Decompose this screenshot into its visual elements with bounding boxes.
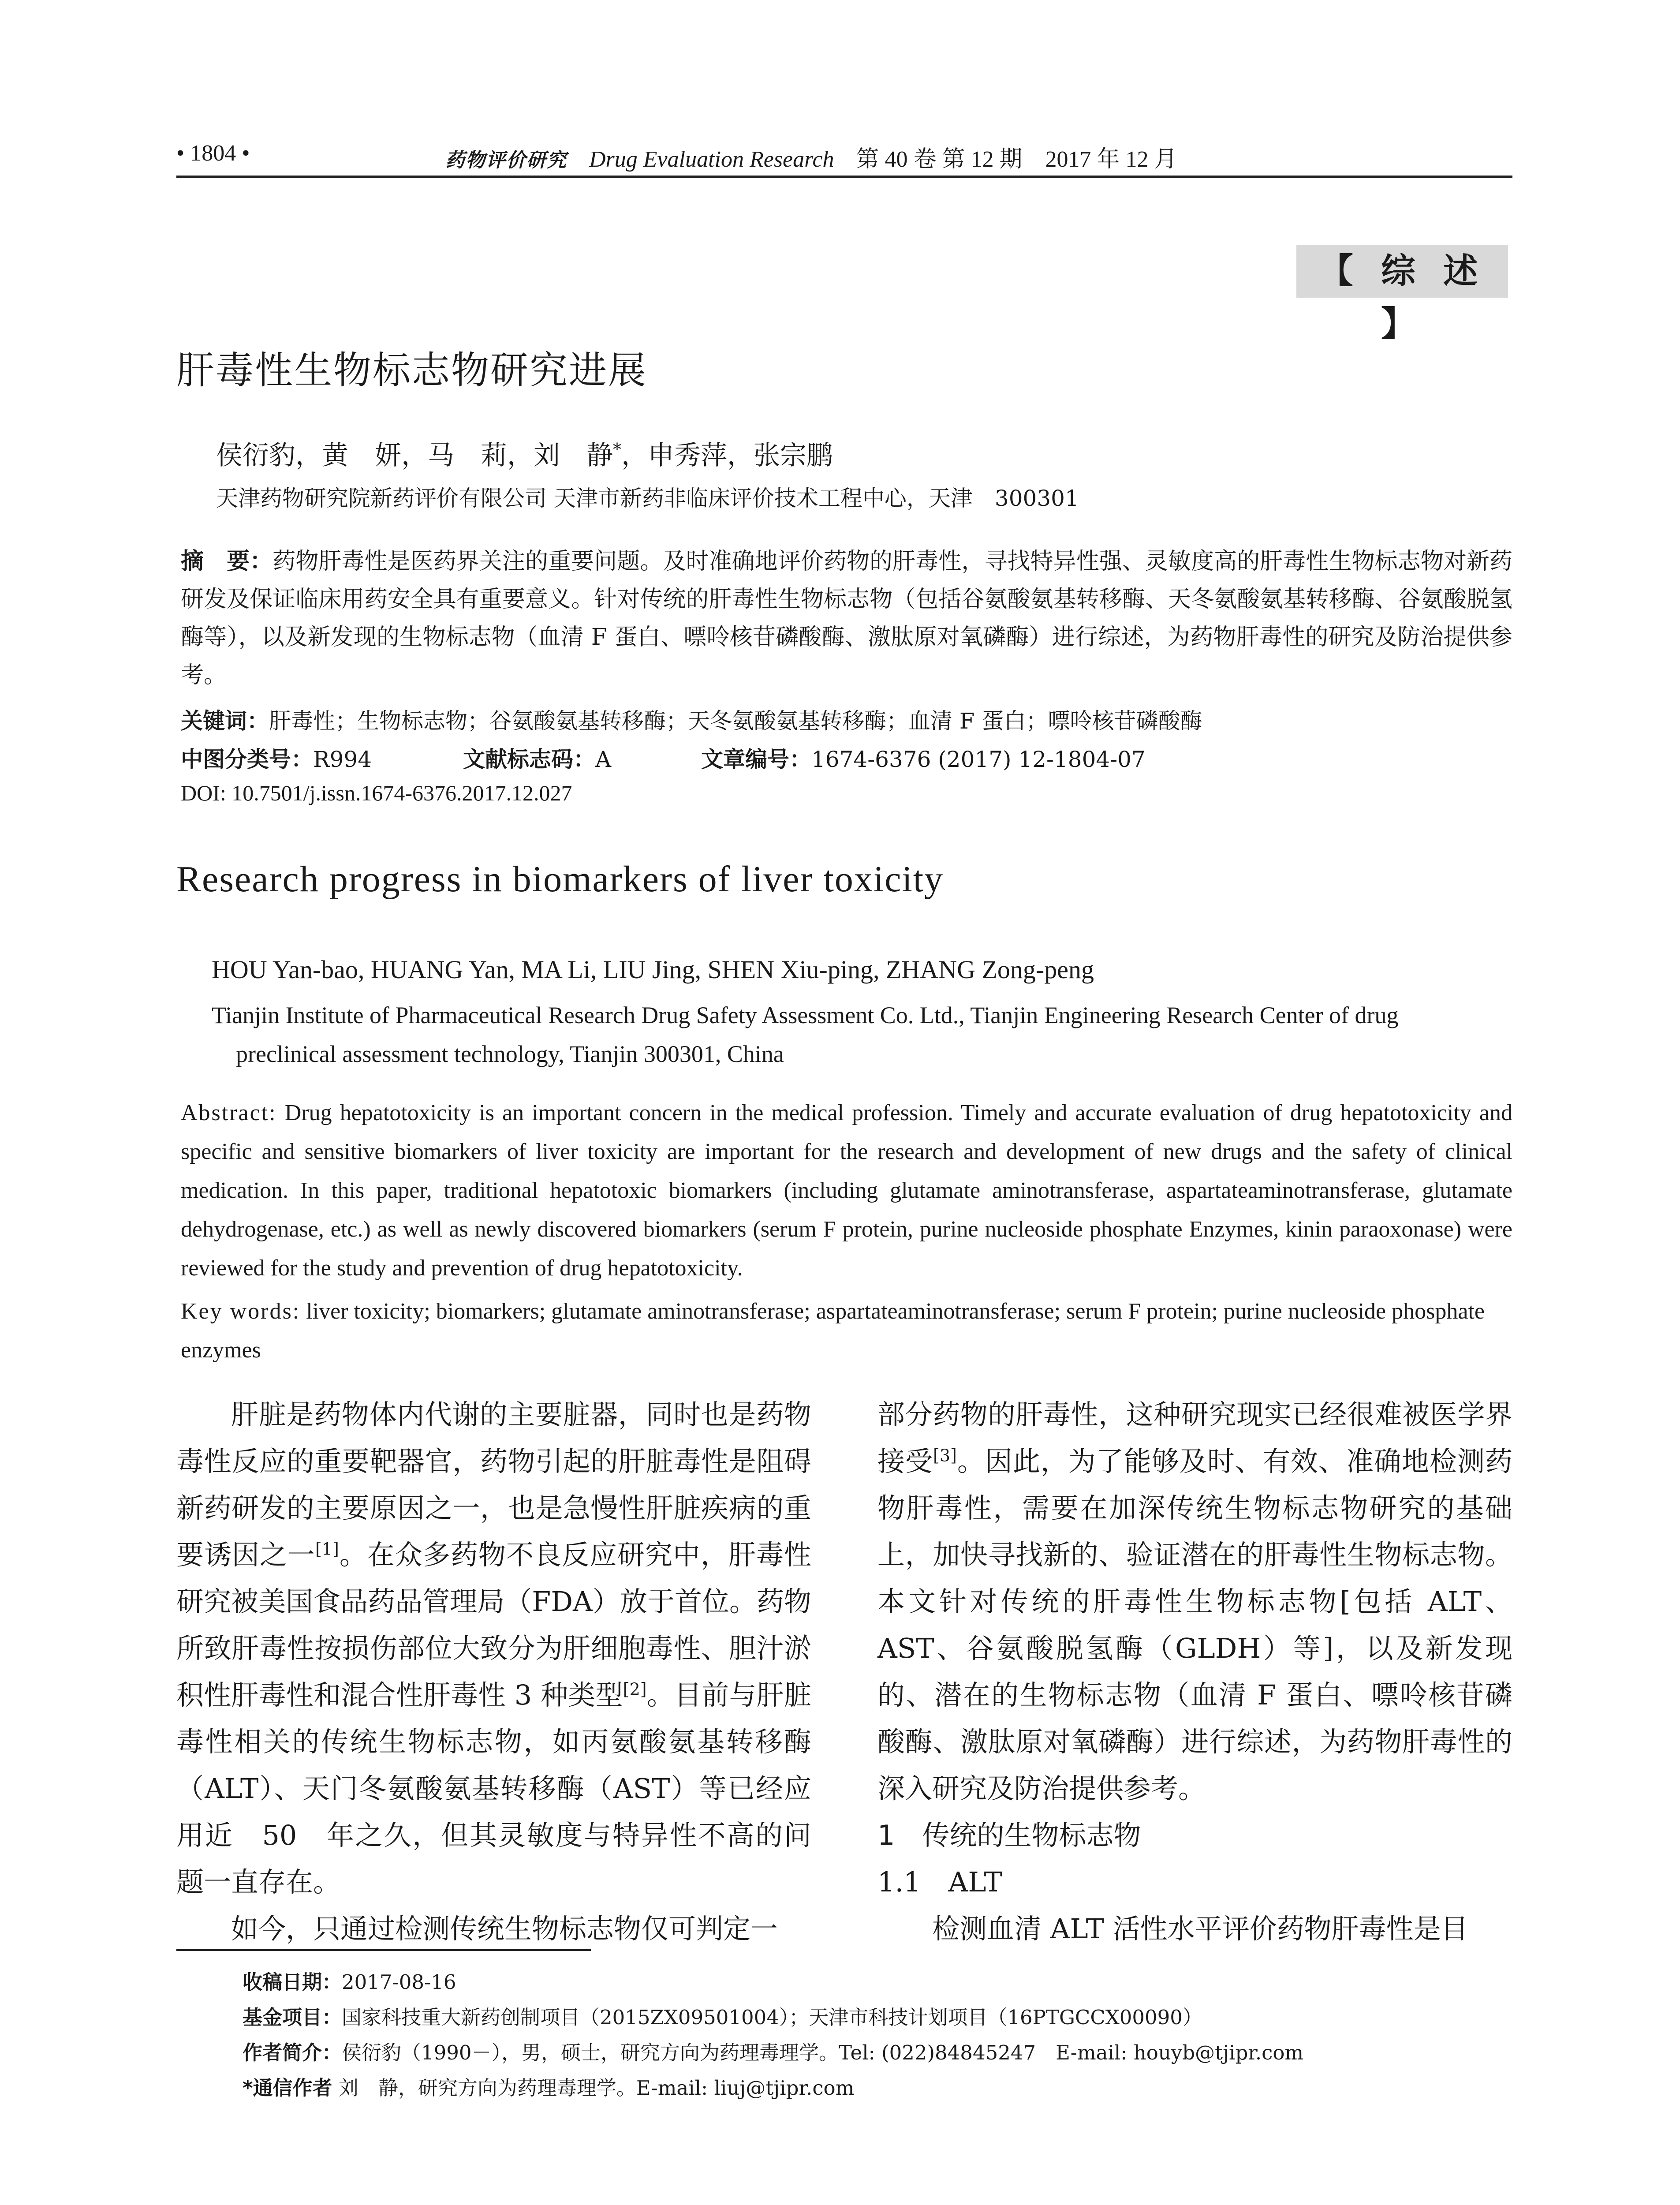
- footnote-label: 收稿日期：: [243, 1970, 342, 1994]
- footnote-fund: [243, 2000, 1303, 2035]
- abstract-label: 摘 要：: [181, 548, 273, 575]
- paragraph: [877, 1391, 1512, 1812]
- footnote-rule: [176, 1949, 591, 1951]
- footnote-label: 作者简介：: [243, 2041, 342, 2064]
- keywords-text: 肝毒性；生物标志物；谷氨酸氨基转移酶；天冬氨酸氨基转移酶；血清 F 蛋白；嘌呤核苷磷酸酶: [269, 708, 1202, 734]
- chinese-keywords: [181, 703, 1512, 735]
- citation-1[interactable]: [1]: [315, 1539, 339, 1559]
- keywords-label: 关键词：: [181, 708, 269, 734]
- journal-name-cn: 药物评价研究: [445, 149, 567, 171]
- section-heading-1-1: 1.1 ALT: [877, 1866, 1002, 1898]
- clc-label: 中图分类号：: [181, 747, 313, 772]
- corresponding-mark: *: [613, 440, 621, 459]
- article-number-group: [701, 742, 1146, 774]
- text-run: 肝脏是药物体内代谢的主要脏器，同时也是药物毒性反应的重要靶器官，药物引起的肝脏毒性是阻碍新药研发的主要原因之一，也是急慢性肝脏疾病的重要诱因之一: [176, 1398, 811, 1571]
- classification-line: [181, 742, 1146, 774]
- chinese-affiliation: 天津药物研究院新药评价有限公司 天津市新药非临床评价技术工程中心，天津 300301: [216, 486, 1079, 511]
- doc-code-value: A: [595, 747, 612, 772]
- english-abstract: [181, 1094, 1512, 1288]
- english-authors: HOU Yan-bao, HUANG Yan, MA Li, LIU Jing, SHEN Xiu-ping, ZHANG Zong-peng: [212, 955, 1094, 984]
- authors-part-2: ，申秀萍，张宗鹏: [621, 440, 833, 471]
- body-column-left: [176, 1391, 811, 1952]
- doc-code-label: 文献标志码：: [463, 747, 595, 772]
- paragraph: 检测血清 ALT 活性水平评价药物肝毒性是目: [932, 1913, 1468, 1945]
- doc-code-group: [463, 742, 701, 774]
- footnote-label: *通信作者: [243, 2076, 332, 2100]
- keywords-text-en: liver toxicity; biomarkers; glutamate aminotransferase; aspartateaminotransferase; serum F protein; purine nucleoside phosphate enzymes: [181, 1299, 1485, 1363]
- section-tag: 【 综 述 】: [1296, 245, 1508, 298]
- body-column-right: [877, 1391, 1512, 1952]
- english-affiliation: [212, 996, 1512, 1073]
- footnote-text: 国家科技重大新药创制项目（2015ZX09501004）；天津市科技计划项目（16PTGCCX00090）: [342, 2006, 1202, 2029]
- footnotes: [243, 1965, 1303, 2106]
- text-run: 部分药物的肝毒性，这种研究现实已经很难被医学界接受: [877, 1398, 1512, 1477]
- clc-value: R994: [313, 747, 372, 772]
- page-number: • 1804 •: [176, 141, 250, 166]
- article-number-value: 1674-6376 (2017) 12-1804-07: [811, 747, 1146, 772]
- running-header: [445, 140, 1177, 173]
- article-number-label: 文章编号：: [701, 747, 811, 772]
- footnote-corresponding: [243, 2070, 1303, 2106]
- english-keywords: [181, 1292, 1512, 1370]
- paragraph: [176, 1391, 811, 1906]
- issue-info: 第 40 卷 第 12 期 2017 年 12 月: [856, 147, 1177, 172]
- affiliation-line-2: preclinical assessment technology, Tianjin 300301, China: [236, 1041, 784, 1067]
- abstract-label-en: Abstract:: [181, 1100, 277, 1125]
- text-run: 。目前与肝脏毒性相关的传统生物标志物，如丙氨酸氨基转移酶（ALT）、天门冬氨酸氨基转移酶（AST）等已经应用近 50 年之久，但其灵敏度与特异性不高的问题一直存在。: [176, 1679, 811, 1898]
- abstract-text-en: Drug hepatotoxicity is an important concern in the medical profession. Timely and accurate evaluation of drug hepatotoxicity and specific and sensitive biomarkers of liver toxicity are important for the research and development of new drugs and the safety of clinical medication. In this paper, traditional hepatotoxic biomarkers (including glutamate aminotransferase, aspartateaminotransferase, glutamate dehydrogenase, etc.) as well as newly discovered biomarkers (serum F protein, purine nucleoside phosphate Enzymes, kinin paraoxonase) were reviewed for the study and prevention of drug hepatotoxicity.: [181, 1100, 1512, 1281]
- citation-2[interactable]: [2]: [623, 1679, 647, 1699]
- footnote-author: [243, 2035, 1303, 2070]
- authors-part-1: 侯衍豹，黄 妍，马 莉，刘 静: [216, 440, 613, 471]
- english-title: Research progress in biomarkers of liver toxicity: [176, 859, 944, 900]
- footnote-text: 刘 静，研究方向为药理毒理学。E-mail: liuj@tjipr.com: [338, 2076, 855, 2100]
- clc-group: [181, 742, 463, 774]
- doi: DOI: 10.7501/j.issn.1674-6376.2017.12.027: [181, 781, 572, 805]
- citation-3[interactable]: [3]: [933, 1446, 957, 1465]
- chinese-title: 肝毒性生物标志物研究进展: [176, 348, 647, 392]
- footnote-text: 2017-08-16: [342, 1970, 456, 1994]
- paragraph: 如今，只通过检测传统生物标志物仅可判定一: [231, 1913, 778, 1945]
- section-heading-1: 1 传统的生物标志物: [877, 1819, 1141, 1851]
- chinese-abstract: [181, 542, 1512, 694]
- text-run: 。因此，为了能够及时、有效、准确地检测药物肝毒性，需要在加深传统生物标志物研究的基础上，加快寻找新的、验证潜在的肝毒性生物标志物。本文针对传统的肝毒性生物标志物[包括 ALT、AST、谷氨酸脱氢酶（GLDH）等]，以及新发现的、潜在的生物标志物（血清 F 蛋白、嘌呤核苷磷酸酶、激肽原对氧磷酶）进行综述，为药物肝毒性的深入研究及防治提供参考。: [877, 1445, 1512, 1805]
- abstract-text: 药物肝毒性是医药界关注的重要问题。及时准确地评价药物的肝毒性，寻找特异性强、灵敏度高的肝毒性生物标志物对新药研发及保证临床用药安全具有重要意义。针对传统的肝毒性生物标志物（包括谷氨酸氨基转移酶、天冬氨酸氨基转移酶、谷氨酸脱氢酶等），以及新发现的生物标志物（血清 F 蛋白、嘌呤核苷磷酸酶、激肽原对氧磷酶）进行综述，为药物肝毒性的研究及防治提供参考。: [181, 548, 1512, 688]
- chinese-authors: [216, 434, 833, 472]
- affiliation-line-1: Tianjin Institute of Pharmaceutical Research Drug Safety Assessment Co. Ltd., Tianjin Engineering Research Center of drug: [212, 1002, 1399, 1028]
- header-rule: [176, 176, 1512, 178]
- footnote-label: 基金项目：: [243, 2006, 342, 2029]
- keywords-label-en: Key words:: [181, 1299, 301, 1324]
- footnote-text: 侯衍豹（1990－），男，硕士，研究方向为药理毒理学。Tel: (022)84845247 E-mail: houyb@tjipr.com: [342, 2041, 1304, 2064]
- text-run: 。在众多药物不良反应研究中，肝毒性研究被美国食品药品管理局（FDA）放于首位。药物所致肝毒性按损伤部位大致分为肝细胞毒性、胆汁淤积性肝毒性和混合性肝毒性 3 种类型: [176, 1539, 811, 1711]
- journal-name-en: Drug Evaluation Research: [589, 147, 834, 172]
- footnote-received: [243, 1965, 1303, 2000]
